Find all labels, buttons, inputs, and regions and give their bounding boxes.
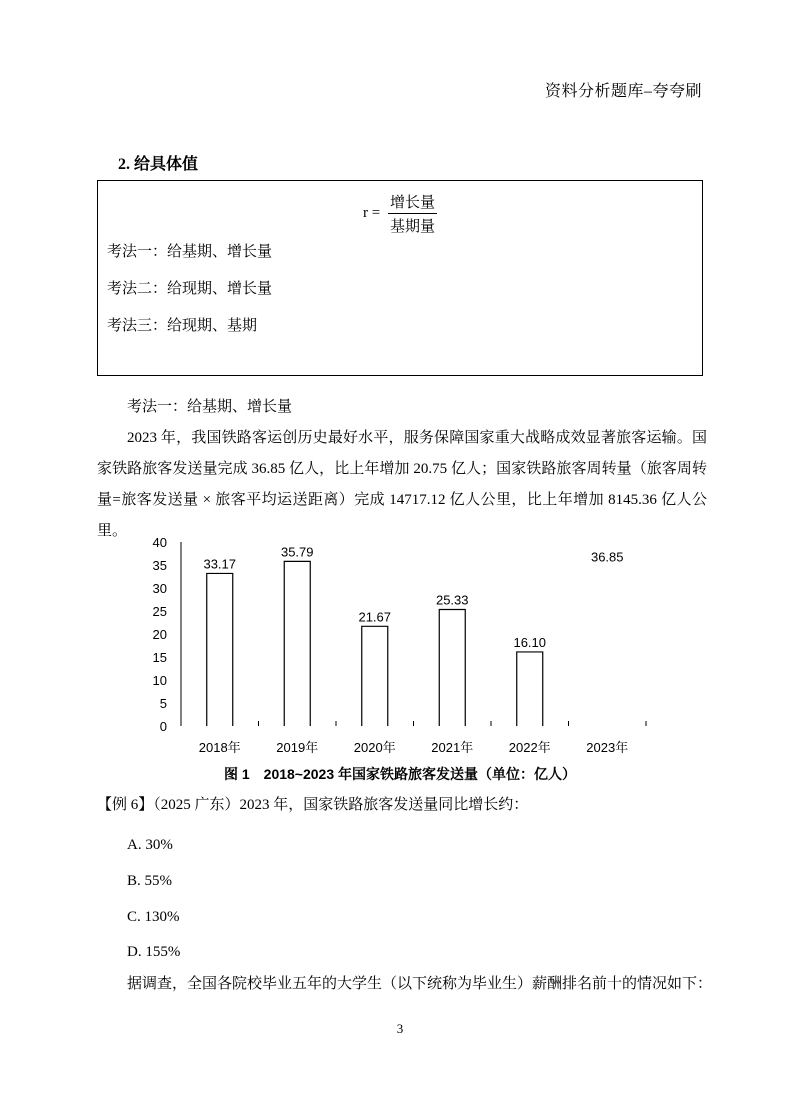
y-tick-label-35: 35 bbox=[152, 558, 167, 573]
method-2: 考法二：给现期、增长量 bbox=[107, 281, 273, 297]
bar-chart-svg bbox=[140, 532, 660, 767]
data-label-2021年: 25.33 bbox=[435, 592, 469, 608]
data-label-2022年: 16.10 bbox=[513, 634, 547, 650]
option-c[interactable]: C. 130% bbox=[127, 909, 180, 925]
growth-rate-formula bbox=[98, 191, 702, 236]
chart-caption: 图 1 2018~2023 年国家铁路旅客发送量（单位：亿人） bbox=[223, 766, 577, 782]
method-1: 考法一：给基期、增长量 bbox=[107, 244, 273, 260]
y-tick-label-5: 5 bbox=[159, 696, 167, 711]
y-tick-label-15: 15 bbox=[152, 650, 167, 665]
y-tick-label-20: 20 bbox=[152, 627, 167, 642]
formula-box bbox=[97, 180, 703, 376]
option-a[interactable]: A. 30% bbox=[127, 837, 173, 853]
x-tick-label-2018年: 2018年 bbox=[198, 740, 241, 755]
page-number: 3 bbox=[396, 1021, 404, 1036]
formula-fraction bbox=[388, 191, 437, 236]
header-title: 资料分析题库–夸夸刷 bbox=[544, 83, 702, 100]
body-subtitle: 考法一：给基期、增长量 bbox=[127, 399, 293, 415]
y-tick-label-0: 0 bbox=[159, 719, 167, 734]
option-b[interactable]: B. 55% bbox=[127, 873, 172, 889]
bar-2019年 bbox=[284, 561, 310, 726]
passenger-volume-chart bbox=[140, 532, 660, 767]
section-title: 2. 给具体值 bbox=[118, 156, 199, 173]
y-tick-label-25: 25 bbox=[152, 604, 167, 619]
bar-2018年 bbox=[207, 573, 233, 726]
bar-2021年 bbox=[439, 609, 465, 726]
x-tick-label-2021年: 2021年 bbox=[431, 740, 474, 755]
x-tick-label-2023年: 2023年 bbox=[586, 740, 629, 755]
y-tick-label-40: 40 bbox=[152, 535, 167, 550]
data-label-2019年: 35.79 bbox=[280, 544, 314, 560]
option-d[interactable]: D. 155% bbox=[127, 944, 181, 960]
body-paragraph: 2023 年，我国铁路客运创历史最好水平，服务保障国家重大战略成效显著旅客运输。国家铁路旅客发送量完成 36.85 亿人，比上年增加 20.75 亿人；国家铁路旅客周转量（旅客周转量=旅客发送量 × 旅客平均运送距离）完成 14717.12 亿人公里，比上年增加 8145.36 亿人公里。 bbox=[97, 430, 707, 539]
footer-paragraph: 据调查，全国各院校毕业五年的大学生（以下统称为毕业生）薪酬排名前十的情况如下： bbox=[127, 976, 713, 992]
question-stem: 【例 6】（2025 广东）2023 年，国家铁路旅客发送量同比增长约： bbox=[97, 797, 529, 813]
y-tick-label-30: 30 bbox=[152, 581, 167, 596]
x-tick-label-2022年: 2022年 bbox=[508, 740, 551, 755]
formula-denominator: 基期量 bbox=[389, 219, 435, 235]
x-tick-label-2020年: 2020年 bbox=[353, 740, 396, 755]
method-3: 考法三：给现期、基期 bbox=[107, 318, 258, 334]
bar-2022年 bbox=[517, 652, 543, 726]
data-label-2018年: 33.17 bbox=[203, 556, 237, 572]
formula-lhs: r = bbox=[363, 205, 381, 221]
data-label-2020年: 21.67 bbox=[358, 609, 392, 625]
y-tick-label-10: 10 bbox=[152, 673, 167, 688]
bar-2020年 bbox=[362, 626, 388, 726]
x-tick-label-2019年: 2019年 bbox=[276, 740, 319, 755]
data-label-2023年: 36.85 bbox=[590, 549, 624, 565]
formula-numerator: 增长量 bbox=[388, 191, 437, 214]
